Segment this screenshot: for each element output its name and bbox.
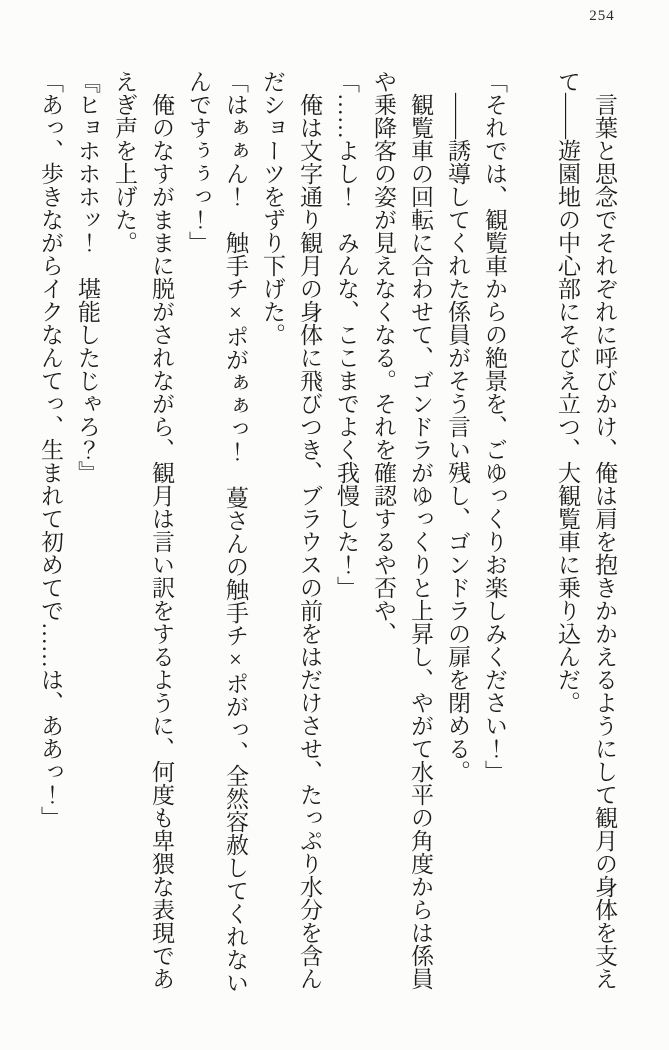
text-line: 「あっ、歩きながらイクなんてっ、生まれて初めてで……は、ああっ！」 (38, 70, 63, 829)
text-line: 『ヒョホホホッ！ 堪能したじゃろ？』 (75, 70, 100, 484)
text-line: や乗降客の姿が見えなくなる。それを確認するや否や、 (371, 70, 396, 645)
text-line: 「それでは、観覧車からの絶景を、ごゆっくりお楽しみください！」 (482, 70, 507, 783)
text-line: 「……よし！ みんな、ここまでよく我慢した！」 (334, 70, 359, 599)
vertical-text-area (32, 70, 623, 992)
text-line: ——誘導してくれた係員がそう言い残し、ゴンドラの扉を閉める。 (445, 70, 470, 783)
page-number: 254 (589, 8, 615, 24)
text-line: だショーツをずり下げた。 (260, 70, 285, 346)
text-line: て——遊園地の中心部にそびえ立つ、大観覧車に乗り込んだ。 (555, 70, 580, 714)
text-line: 俺のなすがままに脱がされながら、観月は言い訳をするように、何度も卑猥な表現であ (149, 70, 174, 990)
text-line: 俺は文字通り観月の身体に飛びつき、ブラウスの前をはだけさせ、たっぷり水分を含ん (297, 70, 322, 990)
text-line: 「はぁぁん！ 触手チ×ポがぁぁっ！ 蔓さんの触手チ×ポがっ、全然容赦してくれない (223, 70, 248, 994)
text-line: 観覧車の回転に合わせて、ゴンドラがゆっくりと上昇し、やがて水平の角度からは係員 (408, 70, 433, 990)
text-line: えぎ声を上げた。 (112, 70, 137, 254)
text-line: 言葉と思念でそれぞれに呼びかけ、俺は肩を抱きかかえるようにして観月の身体を支え (592, 70, 617, 990)
text-line: んですぅぅっ！」 (186, 70, 211, 254)
